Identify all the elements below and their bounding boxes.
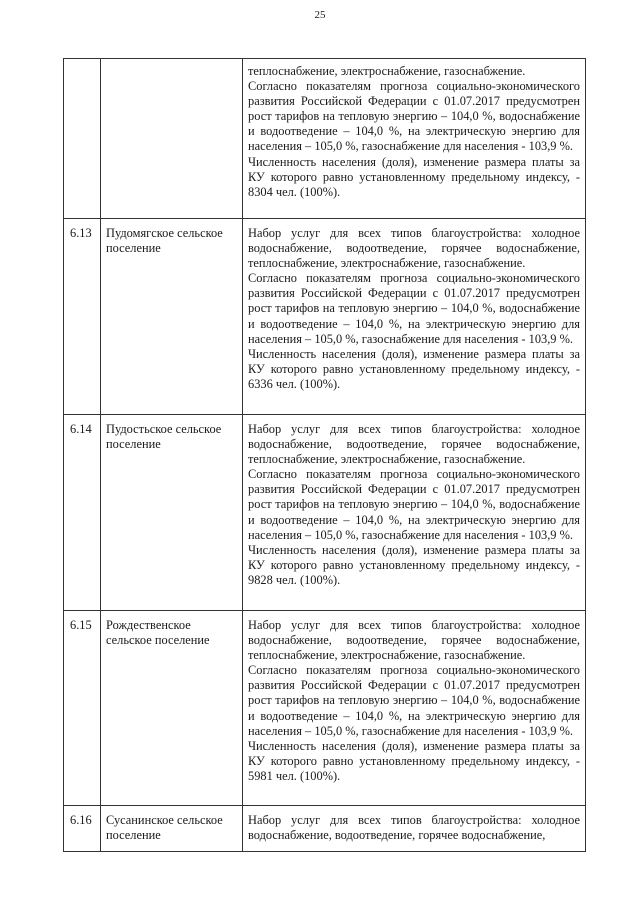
settlement-name — [101, 59, 243, 219]
settlement-name: Пудостьское сельское поселение — [101, 415, 243, 611]
settlements-table — [63, 58, 586, 852]
description-paragraph: Численность населения (доля), изменение размера платы за КУ которого равно установленному предельному индексу, - 8304 чел. (100%). — [248, 154, 580, 199]
row-number: 6.14 — [64, 415, 101, 611]
table-row — [64, 219, 586, 415]
description-paragraph: Набор услуг для всех типов благоустройства: холодное водоснабжение, водоотведение, горячее водоснабжение, теплоснабжение, электроснабжение, газоснабжение. — [248, 226, 580, 271]
service-description — [243, 59, 586, 219]
description-paragraph: Численность населения (доля), изменение размера платы за КУ которого равно установленному предельному индексу, - 5981 чел. (100%). — [248, 738, 580, 783]
table-row — [64, 415, 586, 611]
description-paragraph: Согласно показателям прогноза социально-экономического развития Российской Федерации с 01.07.2017 предусмотрен рост тарифов на тепловую энергию – 104,0 %, водоснабжение и водоотведение – 104,0 %, на электрическую энергию для населения – 105,0 %, газоснабжение для населения - 103,9 %. — [248, 663, 580, 738]
description-paragraph: теплоснабжение, электроснабжение, газоснабжение. — [248, 64, 526, 78]
description-paragraph: Набор услуг для всех типов благоустройства: холодное водоснабжение, водоотведение, горячее водоснабжение, теплоснабжение, электроснабжение, газоснабжение. — [248, 422, 580, 467]
service-description — [243, 415, 586, 611]
description-paragraph: Набор услуг для всех типов благоустройства: холодное водоснабжение, водоотведение, горячее водоснабжение, теплоснабжение, электроснабжение, газоснабжение. — [248, 618, 580, 663]
table-row — [64, 611, 586, 806]
description-paragraph: Согласно показателям прогноза социально-экономического развития Российской Федерации с 01.07.2017 предусмотрен рост тарифов на тепловую энергию – 104,0 %, водоснабжение и водоотведение – 104,0 %, на электрическую энергию для населения – 105,0 %, газоснабжение для населения - 103,9 %. — [248, 467, 580, 542]
description-paragraph: Численность населения (доля), изменение размера платы за КУ которого равно установленному предельному индексу, - 6336 чел. (100%). — [248, 346, 580, 391]
settlement-name: Сусанинское сельское поселение — [101, 806, 243, 852]
table-row — [64, 59, 586, 219]
description-paragraph: Численность населения (доля), изменение размера платы за КУ которого равно установленному предельному индексу, - 9828 чел. (100%). — [248, 542, 580, 587]
description-paragraph: Согласно показателям прогноза социально-экономического развития Российской Федерации с 01.07.2017 предусмотрен рост тарифов на тепловую энергию – 104,0 %, водоснабжение и водоотведение – 104,0 %, на электрическую энергию для населения – 105,0 %, газоснабжение для населения - 103,9 %. — [248, 271, 580, 346]
row-number: 6.15 — [64, 611, 101, 806]
service-description — [243, 219, 586, 415]
description-paragraph: Набор услуг для всех типов благоустройства: холодное водоснабжение, водоотведение, горячее водоснабжение, — [248, 813, 580, 843]
table-row — [64, 806, 586, 852]
row-number: 6.13 — [64, 219, 101, 415]
description-paragraph: Согласно показателям прогноза социально-экономического развития Российской Федерации с 01.07.2017 предусмотрен рост тарифов на тепловую энергию – 104,0 %, водоснабжение и водоотведение – 104,0 %, на электрическую энергию для населения – 105,0 %, газоснабжение для населения - 103,9 %. — [248, 79, 580, 154]
row-number: 6.16 — [64, 806, 101, 852]
row-number — [64, 59, 101, 219]
settlement-name: Рождественское сельское поселение — [101, 611, 243, 806]
service-description — [243, 611, 586, 806]
service-description — [243, 806, 586, 852]
page-number: 25 — [314, 9, 326, 21]
settlement-name: Пудомягское сельское поселение — [101, 219, 243, 415]
